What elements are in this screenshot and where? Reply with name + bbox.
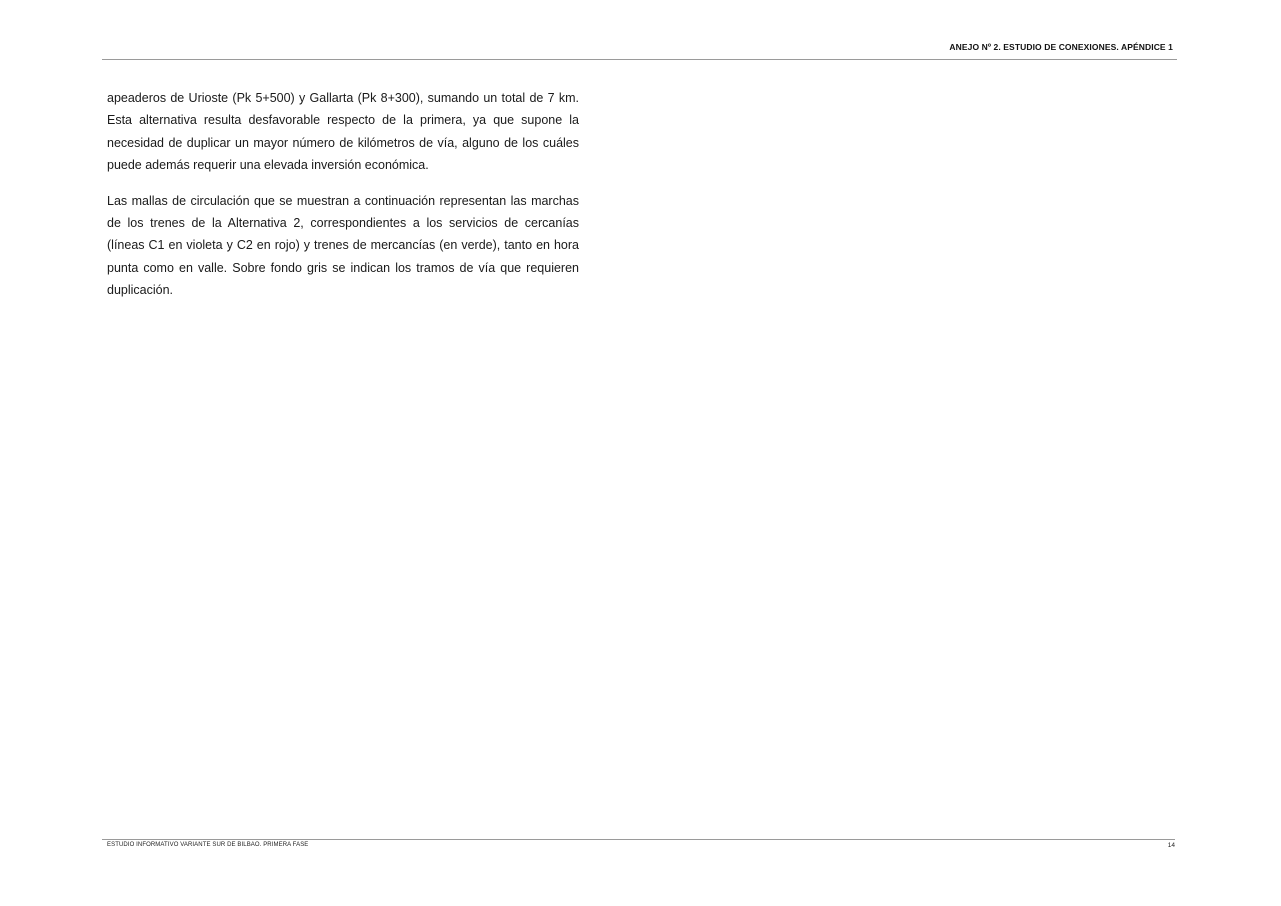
body-paragraph: apeaderos de Urioste (Pk 5+500) y Gallarta (Pk 8+300), sumando un total de 7 km. Esta alternativa resulta desfavorable respecto de la primera, ya que supone la necesidad de duplicar un mayor número de kilómetros de vía, alguno de los cuáles puede además requerir una elevada inversión económica. <box>107 91 579 173</box>
page-number: 14 <box>1167 842 1175 849</box>
page-header <box>102 38 1177 60</box>
body-text-column <box>107 87 579 315</box>
footer-title: ESTUDIO INFORMATIVO VARIANTE SUR DE BILBAO. PRIMERA FASE <box>107 842 309 848</box>
page-footer <box>102 839 1175 852</box>
header-title: ANEJO Nº 2. ESTUDIO DE CONEXIONES. APÉNDICE 1 <box>949 42 1173 52</box>
body-paragraph: Las mallas de circulación que se muestran a continuación representan las marchas de los trenes de la Alternativa 2, correspondientes a los servicios de cercanías (líneas C1 en violeta y C2 en rojo) y trenes de mercancías (en verde), tanto en hora punta como en valle. Sobre fondo gris se indican los tramos de vía que requieren duplicación. <box>107 193 579 298</box>
